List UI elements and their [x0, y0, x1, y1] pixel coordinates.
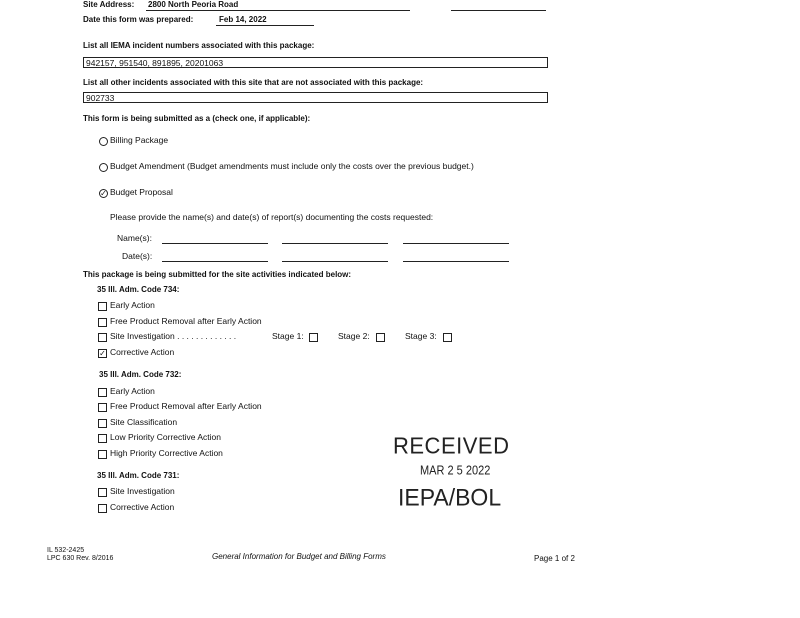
billing-package-radio[interactable]: [99, 137, 108, 146]
date-field-1[interactable]: [162, 261, 268, 262]
other-incidents-input[interactable]: 902733: [83, 92, 548, 103]
name-field-1[interactable]: [162, 243, 268, 244]
dates-label: Date(s):: [122, 251, 153, 261]
code731-site-investigation-label: Site Investigation: [110, 486, 175, 496]
name-field-3[interactable]: [403, 243, 509, 244]
site-address-value: 2800 North Peoria Road: [148, 0, 239, 9]
code734-corrective-action-label: Corrective Action: [110, 347, 175, 357]
code732-heading: 35 Ill. Adm. Code 732:: [99, 370, 182, 379]
name-field-2[interactable]: [282, 243, 388, 244]
site-address-underline-2: [451, 10, 546, 11]
code732-site-classification-label: Site Classification: [110, 417, 178, 427]
code734-site-investigation-checkbox[interactable]: [98, 333, 107, 342]
code732-high-priority-checkbox[interactable]: [98, 450, 107, 459]
stage1-label: Stage 1:: [272, 331, 304, 341]
code732-low-priority-label: Low Priority Corrective Action: [110, 432, 222, 442]
date-prepared-label: Date this form was prepared:: [83, 15, 194, 24]
stamp-date: MAR 2 5 2022: [420, 463, 491, 479]
stage3-label: Stage 3:: [405, 331, 437, 341]
footer-title: General Information for Budget and Billing Forms: [212, 552, 386, 561]
submission-type-label: This form is being submitted as a (check one, if applicable):: [83, 114, 311, 123]
iema-label: List all IEMA incident numbers associated with this package:: [83, 41, 315, 50]
budget-amendment-label: Budget Amendment (Budget amendments must include only the costs over the previous budget.): [110, 161, 474, 171]
footer-code-1: IL 532-2425: [47, 547, 85, 554]
code734-early-action-checkbox[interactable]: [98, 302, 107, 311]
budget-amendment-radio[interactable]: [99, 163, 108, 172]
date-field-3[interactable]: [403, 261, 509, 262]
billing-package-label: Billing Package: [110, 135, 169, 145]
budget-proposal-radio[interactable]: [99, 189, 108, 198]
iema-input[interactable]: 942157, 951540, 891895, 20201063: [83, 57, 548, 68]
check-mark-icon: ✓: [99, 349, 106, 358]
code734-site-investigation-label: Site Investigation . . . . . . . . . . . . .: [110, 331, 237, 341]
date-prepared-value: Feb 14, 2022: [219, 15, 267, 24]
footer-page-number: Page 1 of 2: [534, 554, 575, 563]
other-incidents-label: List all other incidents associated with this site that are not associated with this package:: [83, 78, 424, 87]
code731-corrective-action-label: Corrective Action: [110, 502, 175, 512]
reports-instruction: Please provide the name(s) and date(s) of report(s) documenting the costs requested:: [110, 212, 434, 222]
date-field-2[interactable]: [282, 261, 388, 262]
code732-free-product-label: Free Product Removal after Early Action: [110, 401, 262, 411]
code734-free-product-checkbox[interactable]: [98, 318, 107, 327]
code734-free-product-label: Free Product Removal after Early Action: [110, 316, 262, 326]
code734-heading: 35 Ill. Adm. Code 734:: [97, 285, 180, 294]
stamp-received: RECEIVED: [393, 432, 510, 459]
stage1-checkbox[interactable]: [309, 333, 318, 342]
site-address-label: Site Address:: [83, 0, 135, 9]
site-address-underline: [146, 10, 410, 11]
names-label: Name(s):: [117, 233, 152, 243]
stage2-label: Stage 2:: [338, 331, 370, 341]
code731-corrective-action-checkbox[interactable]: [98, 504, 107, 513]
stage2-checkbox[interactable]: [376, 333, 385, 342]
date-underline: [216, 25, 314, 26]
code732-early-action-label: Early Action: [110, 386, 155, 396]
code734-corrective-action-checkbox[interactable]: [98, 349, 107, 358]
check-mark-icon: ✓: [100, 189, 107, 198]
code732-early-action-checkbox[interactable]: [98, 388, 107, 397]
code732-site-classification-checkbox[interactable]: [98, 419, 107, 428]
code732-high-priority-label: High Priority Corrective Action: [110, 448, 223, 458]
stage3-checkbox[interactable]: [443, 333, 452, 342]
code732-low-priority-checkbox[interactable]: [98, 434, 107, 443]
code732-free-product-checkbox[interactable]: [98, 403, 107, 412]
activities-label: This package is being submitted for the site activities indicated below:: [83, 270, 352, 279]
footer-code-2: LPC 630 Rev. 8/2016: [47, 555, 114, 562]
code734-early-action-label: Early Action: [110, 300, 155, 310]
budget-proposal-label: Budget Proposal: [110, 187, 173, 197]
code731-heading: 35 Ill. Adm. Code 731:: [97, 471, 180, 480]
stamp-office: IEPA/BOL: [398, 483, 502, 511]
code731-site-investigation-checkbox[interactable]: [98, 488, 107, 497]
